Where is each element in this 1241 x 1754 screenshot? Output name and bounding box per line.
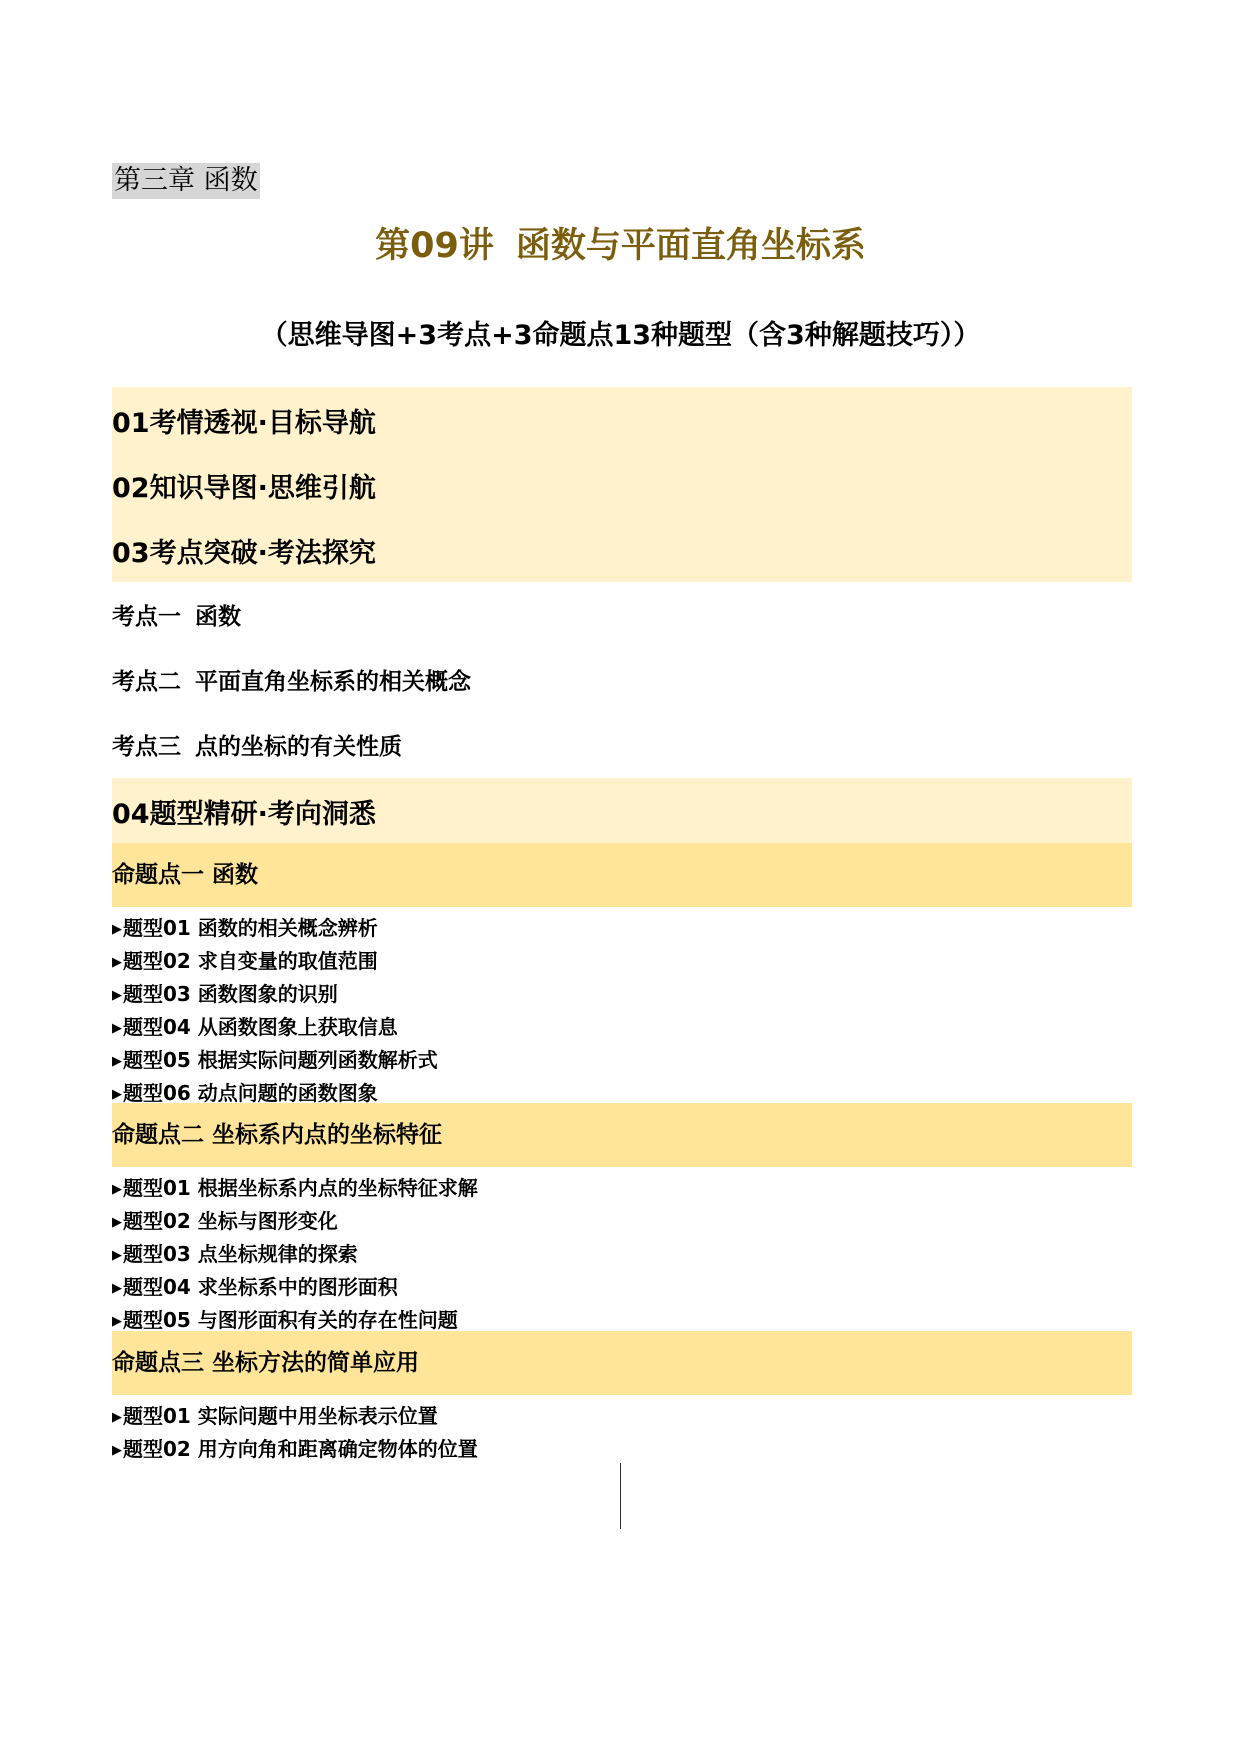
kaodian-label: 考点一	[112, 604, 181, 630]
triangle-bullet-icon: ▶	[112, 1087, 122, 1102]
triangle-bullet-icon: ▶	[112, 988, 122, 1003]
tixing-item[interactable]: ▶题型04 从函数图象上获取信息	[112, 1012, 398, 1044]
triangle-bullet-icon: ▶	[112, 1410, 122, 1425]
triangle-bullet-icon: ▶	[112, 1443, 122, 1458]
title-lecture: 第09讲	[375, 226, 494, 266]
triangle-bullet-icon: ▶	[112, 1182, 122, 1197]
title-topic: 函数与平面直角坐标系	[515, 226, 866, 266]
triangle-bullet-icon: ▶	[112, 1248, 122, 1263]
tixing-item[interactable]: ▶题型02 求自变量的取值范围	[112, 946, 378, 978]
toc-section-01[interactable]: 01考情透视·目标导航	[112, 408, 376, 439]
text-cursor-divider	[620, 1463, 621, 1529]
tixing-item[interactable]: ▶题型05 根据实际问题列函数解析式	[112, 1045, 438, 1077]
kaodian-label: 考点三	[112, 734, 181, 760]
tixing-item[interactable]: ▶题型04 求坐标系中的图形面积	[112, 1272, 398, 1304]
mingti-heading-3[interactable]: 命题点三 坐标方法的简单应用	[112, 1350, 420, 1376]
tixing-item[interactable]: ▶题型06 动点问题的函数图象	[112, 1078, 378, 1110]
tixing-item[interactable]: ▶题型05 与图形面积有关的存在性问题	[112, 1305, 458, 1337]
tixing-item[interactable]: ▶题型01 实际问题中用坐标表示位置	[112, 1401, 438, 1433]
mingti-band-1	[112, 843, 1132, 907]
triangle-bullet-icon: ▶	[112, 1021, 122, 1036]
mingti-heading-1[interactable]: 命题点一 函数	[112, 862, 259, 888]
tixing-item[interactable]: ▶题型03 点坐标规律的探索	[112, 1239, 358, 1271]
tixing-item[interactable]: ▶题型01 函数的相关概念辨析	[112, 913, 378, 945]
toc-section-04[interactable]: 04题型精研·考向洞悉	[112, 799, 376, 830]
tixing-item[interactable]: ▶题型01 根据坐标系内点的坐标特征求解	[112, 1173, 478, 1205]
kaodian-label: 考点二	[112, 669, 181, 695]
page-subtitle: （思维导图+3考点+3命题点13种题型（含3种解题技巧））	[260, 320, 981, 351]
page-title	[0, 222, 1241, 270]
kaodian-text: 平面直角坐标系的相关概念	[195, 669, 471, 695]
kaodian-text: 点的坐标的有关性质	[195, 734, 402, 760]
triangle-bullet-icon: ▶	[112, 922, 122, 937]
tixing-item[interactable]: ▶题型03 函数图象的识别	[112, 979, 338, 1011]
triangle-bullet-icon: ▶	[112, 1314, 122, 1329]
triangle-bullet-icon: ▶	[112, 1281, 122, 1296]
toc-section-02[interactable]: 02知识导图·思维引航	[112, 473, 376, 504]
triangle-bullet-icon: ▶	[112, 1215, 122, 1230]
tixing-item[interactable]: ▶题型02 坐标与图形变化	[112, 1206, 338, 1238]
kaodian-text: 函数	[195, 604, 241, 630]
chapter-label: 第三章 函数	[112, 163, 260, 199]
toc-kaodian-3[interactable]	[112, 730, 402, 764]
toc-section-03[interactable]: 03考点突破·考法探究	[112, 538, 376, 569]
toc-kaodian-1[interactable]	[112, 600, 241, 634]
tixing-item[interactable]: ▶题型02 用方向角和距离确定物体的位置	[112, 1434, 478, 1466]
toc-kaodian-2[interactable]	[112, 665, 471, 699]
mingti-heading-2[interactable]: 命题点二 坐标系内点的坐标特征	[112, 1122, 443, 1148]
triangle-bullet-icon: ▶	[112, 955, 122, 970]
triangle-bullet-icon: ▶	[112, 1054, 122, 1069]
